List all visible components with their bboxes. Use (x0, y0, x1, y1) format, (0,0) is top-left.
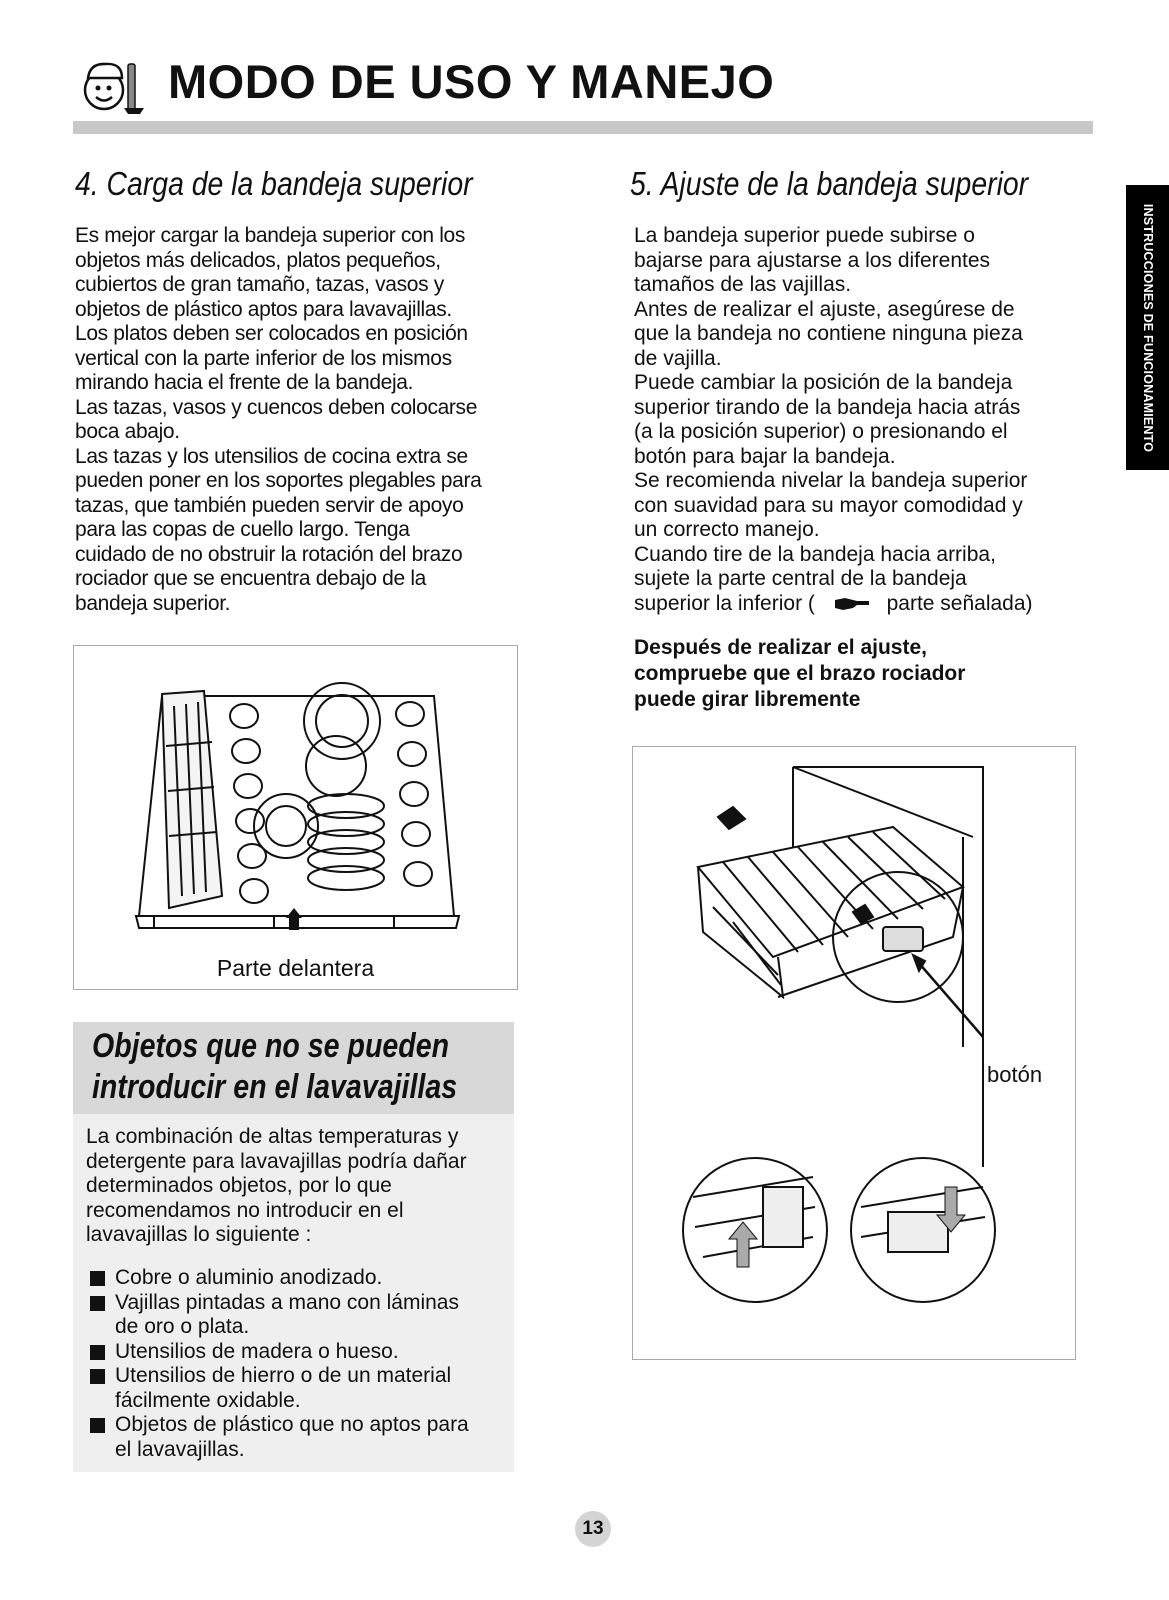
text-line: La bandeja superior puede subirse o (634, 224, 975, 247)
heading-line: introducir en el lavavajillas (92, 1068, 458, 1106)
adjust-note (634, 635, 1054, 713)
list-item-text: fácilmente oxidable. (115, 1388, 301, 1412)
text-line: Antes de realizar el ajuste, asegúrese de (634, 297, 1015, 321)
section-4-heading: 4. Carga de la bandeja superior (75, 165, 473, 202)
heading-line: Objetos que no se pueden (92, 1027, 450, 1065)
text-line: recomendamos no introducir en el (86, 1198, 404, 1222)
list-item (88, 1266, 508, 1291)
list-item-text: el lavavajillas. (115, 1437, 245, 1461)
list-item-text: Utensilios de hierro o de un material (115, 1364, 452, 1387)
list-item-text: Objetos de plástico que no aptos para (115, 1413, 469, 1436)
section-4-text (75, 224, 505, 616)
section-5-text (634, 224, 1074, 616)
text-line: bajarse para ajustarse a los diferentes (634, 248, 991, 272)
section-5-heading: 5. Ajuste de la bandeja superior (630, 165, 1029, 202)
text-line: Puede cambiar la posición de la bandeja (634, 371, 1013, 394)
text-line: La combinación de altas temperaturas y (86, 1125, 459, 1148)
note-line: puede girar libremente (634, 688, 861, 711)
note-line: compruebe que el brazo rociador (634, 662, 966, 685)
note-line: Después de realizar el ajuste, (634, 636, 927, 659)
upper-rack-figure (73, 645, 518, 990)
text-line: superior tirando de la bandeja hacia atrás (634, 395, 1021, 419)
text-line: tazas, que también pueden servir de apoyo (75, 493, 464, 517)
pointing-hand-icon (831, 596, 871, 612)
rack-adjust-illustration (633, 747, 1075, 1359)
title-divider (73, 121, 1093, 134)
chef-mascot-icon (78, 58, 150, 116)
list-item (88, 1413, 508, 1462)
list-item-text: Vajillas pintadas a mano con láminas (115, 1290, 459, 1314)
rack-figure-caption: Parte delantera (216, 955, 375, 981)
rack-adjust-figure (632, 746, 1076, 1360)
list-item-text: Cobre o aluminio anodizado. (115, 1266, 383, 1289)
side-tab-label: INSTRUCCIONES DE FUNCIONAMIENTO (1140, 203, 1155, 452)
objetos-intro (86, 1125, 506, 1248)
upper-rack-illustration (74, 646, 517, 989)
text-line: cuidado de no obstruir la rotación del brazo (75, 542, 463, 566)
objetos-heading (92, 1026, 457, 1108)
text-fragment: parte señalada) (886, 591, 1033, 615)
text-line: sujete la parte central de la bandeja (634, 567, 967, 590)
text-line: Las tazas y los utensilios de cocina extra se (75, 444, 468, 468)
list-item (88, 1364, 508, 1413)
text-line: objetos más delicados, platos pequeños, (75, 248, 441, 272)
text-line: un correcto manejo. (634, 518, 820, 541)
list-item (88, 1340, 508, 1365)
list-item-text: Utensilios de madera o hueso. (115, 1339, 399, 1363)
page-number: 13 (575, 1511, 611, 1547)
side-tab (1126, 185, 1169, 470)
button-label: botón (987, 1062, 1043, 1087)
text-line: detergente para lavavajillas podría dañar (86, 1149, 467, 1173)
text-line: cubiertos de gran tamaño, tazas, vasos y (75, 273, 444, 296)
text-line: Se recomienda nivelar la bandeja superior (634, 469, 1028, 492)
text-line: boca abajo. (75, 420, 180, 443)
text-line: (a la posición superior) o presionando el (634, 420, 1008, 443)
text-line: Cuando tire de la bandeja hacia arriba, (634, 542, 996, 566)
text-line: pueden poner en los soportes plegables para (75, 469, 482, 492)
objetos-list (88, 1266, 508, 1462)
text-line: rociador que se encuentra debajo de la (75, 567, 426, 590)
text-line: determinados objetos, por lo que (86, 1174, 392, 1197)
text-line: mirando hacia el frente de la bandeja. (75, 371, 414, 394)
text-line: Los platos deben ser colocados en posición (75, 322, 468, 345)
text-line: con suavidad para su mayor comodidad y (634, 493, 1023, 517)
list-item-text: de oro o plata. (115, 1315, 250, 1338)
text-line: de vajilla. (634, 346, 722, 370)
text-line: objetos de plástico aptos para lavavajillas. (75, 297, 452, 321)
list-item (88, 1291, 508, 1340)
text-line: vertical con la parte inferior de los mismos (75, 346, 452, 370)
text-fragment: superior la inferior ( (634, 591, 815, 615)
page-title: MODO DE USO Y MANEJO (168, 55, 775, 108)
text-line: para las copas de cuello largo. Tenga (75, 518, 410, 541)
text-line: bandeja superior. (75, 591, 231, 615)
text-line: botón para bajar la bandeja. (634, 444, 896, 468)
text-line: Las tazas, vasos y cuencos deben colocarse (75, 395, 478, 419)
text-line: lavavajillas lo siguiente : (86, 1223, 312, 1246)
text-line: Es mejor cargar la bandeja superior con los (75, 224, 465, 247)
arrow-up-icon (729, 1222, 757, 1267)
text-line: que la bandeja no contiene ninguna pieza (634, 322, 1023, 345)
text-line: tamaños de las vajillas. (634, 273, 852, 296)
text-line-with-icon (634, 592, 1074, 617)
